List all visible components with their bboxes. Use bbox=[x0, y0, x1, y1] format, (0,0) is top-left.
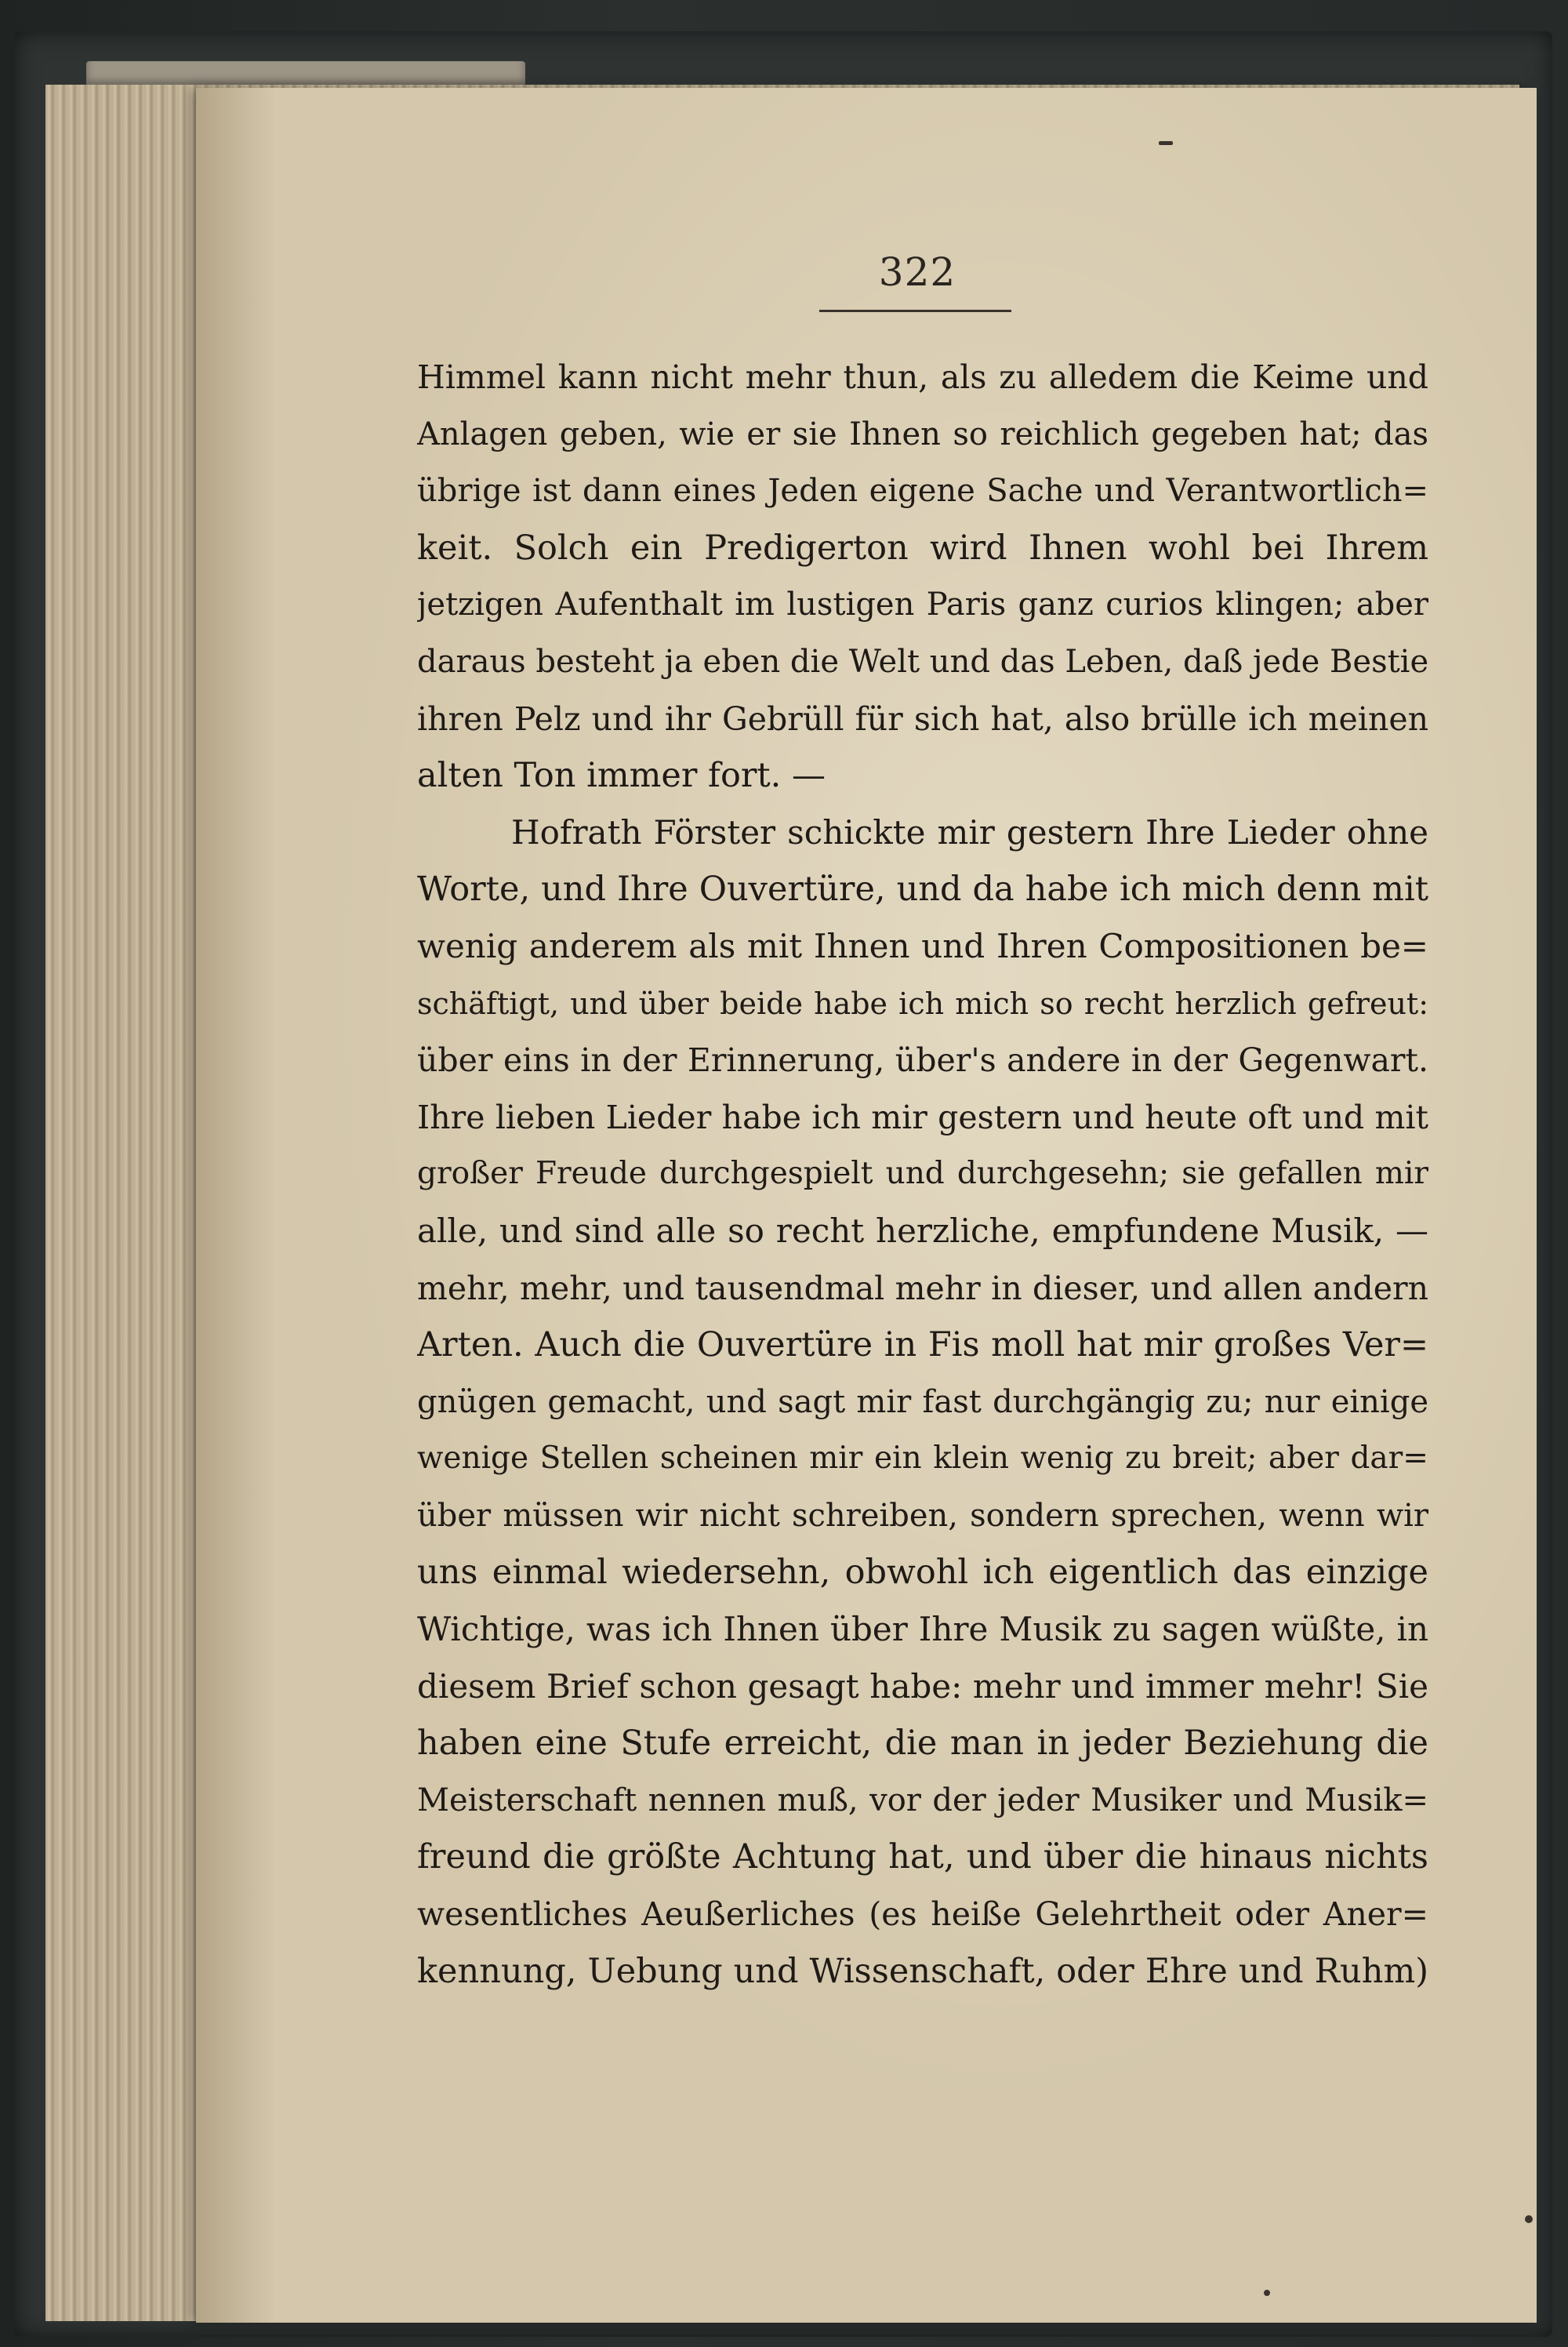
text-line: daraus besteht ja eben die Welt und das Leben, daß jede Bestie bbox=[417, 643, 1428, 680]
ink-speck bbox=[1264, 2290, 1270, 2296]
text-line: Worte, und Ihre Ouvertüre, und da habe ich mich denn mit bbox=[417, 870, 1428, 910]
cover-edge bbox=[86, 61, 525, 88]
ink-speck bbox=[1525, 2215, 1533, 2223]
text-line: schäftigt, und über beide habe ich mich so recht herzlich gefreut: bbox=[417, 986, 1428, 1021]
text-line: freund die größte Achtung hat, und über die hinaus nichts bbox=[417, 1837, 1428, 1877]
text-line: alle, und sind alle so recht herzliche, empfundene Musik, — bbox=[417, 1211, 1428, 1250]
text-line: diesem Brief schon gesagt habe: mehr und immer mehr! Sie bbox=[417, 1666, 1428, 1706]
text-line: alten Ton immer fort. — bbox=[417, 756, 826, 796]
text-line: Himmel kann nicht mehr thun, als zu alledem die Keime und bbox=[417, 358, 1428, 396]
text-line: keit. Solch ein Predigerton wird Ihnen wohl bei Ihrem bbox=[417, 528, 1428, 568]
text-line: Hofrath Förster schickte mir gestern Ihre Lieder ohne bbox=[511, 812, 1428, 852]
text-line: Ihre lieben Lieder habe ich mir gestern und heute oft und mit bbox=[417, 1098, 1428, 1136]
text-line: jetzigen Aufenthalt im lustigen Paris ganz curios klingen; aber bbox=[417, 587, 1428, 623]
text-line: Anlagen geben, wie er sie Ihnen so reichlich gegeben hat; das bbox=[417, 416, 1428, 452]
text-line: Wichtige, was ich Ihnen über Ihre Musik zu sagen wüßte, in bbox=[417, 1610, 1428, 1649]
text-line: wesentliches Aeußerliches (es heiße Gelehrtheit oder Aner= bbox=[417, 1895, 1428, 1934]
text-line: großer Freude durchgespielt und durchgesehn; sie gefallen mir bbox=[417, 1156, 1428, 1192]
page-number: 322 bbox=[878, 249, 956, 295]
text-line: wenige Stellen scheinen mir ein klein wenig zu breit; aber dar= bbox=[417, 1441, 1428, 1477]
text-line: über eins in der Erinnerung, über's andere in der Gegenwart. bbox=[417, 1041, 1428, 1080]
text-line: ihren Pelz und ihr Gebrüll für sich hat, also brülle ich meinen bbox=[417, 699, 1428, 738]
text-line: wenig anderem als mit Ihnen und Ihren Compositionen be= bbox=[417, 926, 1428, 965]
text-line: uns einmal wiedersehn, obwohl ich eigentlich das einzige bbox=[417, 1553, 1428, 1593]
body-text bbox=[417, 349, 1428, 2000]
text-line: gnügen gemacht, und sagt mir fast durchgängig zu; nur einige bbox=[417, 1383, 1428, 1420]
text-line: über müssen wir nicht schreiben, sondern sprechen, wenn wir bbox=[417, 1497, 1428, 1534]
text-line: Arten. Auch die Ouvertüre in Fis moll hat mir großes Ver= bbox=[417, 1325, 1428, 1365]
ink-speck bbox=[1159, 141, 1173, 145]
text-line: mehr, mehr, und tausendmal mehr in dieser, und allen andern bbox=[417, 1269, 1428, 1307]
page-number-rule bbox=[819, 310, 1011, 312]
text-line: kennung, Uebung und Wissenschaft, oder Ehre und Ruhm) bbox=[417, 1951, 1428, 1991]
text-line: Meisterschaft nennen muß, vor der jeder Musiker und Musik= bbox=[417, 1782, 1428, 1818]
text-line: haben eine Stufe erreicht, die man in jeder Beziehung die bbox=[417, 1724, 1428, 1764]
text-line: übrige ist dann eines Jeden eigene Sache und Verantwortlich= bbox=[417, 473, 1428, 510]
